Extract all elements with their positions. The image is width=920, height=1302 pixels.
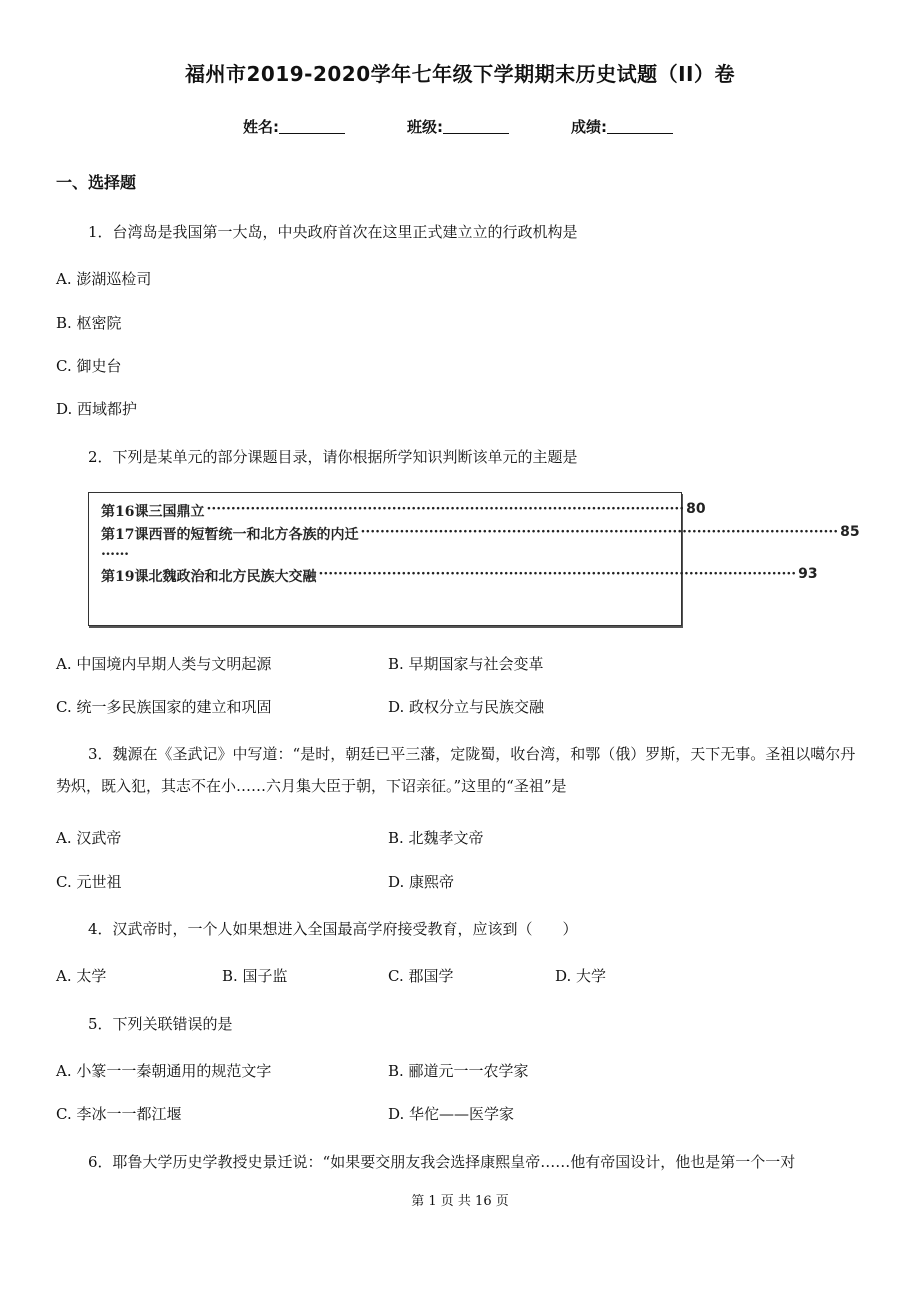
score-field xyxy=(571,116,673,137)
toc-dots: ·································································································· xyxy=(360,524,839,540)
q4-option-a: A. 太学 xyxy=(56,967,107,985)
q2-option-b: B. 早期国家与社会变革 xyxy=(388,655,544,673)
question-4-stem: 4．汉武帝时，一个人如果想进入全国最高学府接受教育，应该到（ ） xyxy=(88,920,578,938)
q5-option-d: D. 华佗——医学家 xyxy=(388,1105,515,1123)
q3-option-a: A. 汉武帝 xyxy=(56,829,122,847)
toc-line-title: 第19课北魏政治和北方民族大交融 xyxy=(101,569,317,585)
toc-line xyxy=(101,543,661,559)
section-title: 一、选择题 xyxy=(56,173,137,192)
toc-line-page: 80 xyxy=(686,501,706,517)
question-2-stem: 2．下列是某单元的部分课题目录，请你根据所学知识判断该单元的主题是 xyxy=(88,448,578,466)
q3-option-b: B. 北魏孝文帝 xyxy=(388,829,484,847)
name-field xyxy=(243,116,345,137)
q2-option-a: A. 中国境内早期人类与文明起源 xyxy=(56,655,272,673)
toc-dots: ·································································································· xyxy=(318,566,797,582)
q5-option-c: C. 李冰一一都江堰 xyxy=(56,1105,182,1123)
name-blank xyxy=(279,119,345,134)
name-label: 姓名: xyxy=(243,118,279,136)
q3-option-c: C. 元世祖 xyxy=(56,873,122,891)
q1-option-c: C. 御史台 xyxy=(56,357,122,375)
class-field xyxy=(407,116,509,137)
class-label: 班级: xyxy=(407,118,443,136)
q5-option-a: A. 小篆一一秦朝通用的规范文字 xyxy=(56,1062,272,1080)
q1-option-a: A. 澎湖巡检司 xyxy=(56,270,152,288)
q2-option-c: C. 统一多民族国家的建立和巩固 xyxy=(56,698,272,716)
toc-line-title: …… xyxy=(101,543,129,559)
q3-option-d: D. 康熙帝 xyxy=(388,873,455,891)
q4-option-d: D. 大学 xyxy=(555,967,607,985)
toc-line-title: 第17课西晋的短暂统一和北方各族的内迁 xyxy=(101,527,359,543)
score-label: 成绩: xyxy=(571,118,607,136)
toc-line xyxy=(101,566,818,586)
q2-option-d: D. 政权分立与民族交融 xyxy=(388,698,545,716)
q4-option-c: C. 郡国学 xyxy=(388,967,454,985)
q4-option-b: B. 国子监 xyxy=(222,967,288,985)
q1-option-b: B. 枢密院 xyxy=(56,314,122,332)
toc-line-title: 第16课三国鼎立 xyxy=(101,504,205,520)
table-of-contents-image xyxy=(88,492,860,626)
toc-line-page: 93 xyxy=(798,566,818,582)
q5-option-b: B. 郦道元一一农学家 xyxy=(388,1062,529,1080)
question-6-stem: 6．耶鲁大学历史学教授史景迁说：“如果要交朋友我会选择康熙皇帝……他有帝国设计，他也是第一个一对 xyxy=(88,1153,796,1171)
page-footer: 第 1 页 共 16 页 xyxy=(411,1194,509,1209)
toc-line-page: 85 xyxy=(840,524,860,540)
question-3-stem: 3．魏源在《圣武记》中写道：“是时，朝廷已平三藩，定陇蜀，收台湾，和鄂（俄）罗斯，天下无事。圣祖以噶尔丹势炽，既入犯，其志不在小……六月集大臣于朝，下诏亲征。”这里的“圣祖”是 xyxy=(56,745,856,795)
toc-dots: ·································································································· xyxy=(206,501,685,517)
score-blank xyxy=(607,119,673,134)
question-5-stem: 5．下列关联错误的是 xyxy=(88,1015,233,1033)
q1-option-d: D. 西域都护 xyxy=(56,400,138,418)
toc-line xyxy=(101,501,706,521)
toc-line xyxy=(101,524,860,544)
class-blank xyxy=(443,119,509,134)
page-title: 福州市2019-2020学年七年级下学期期末历史试题（II）卷 xyxy=(184,62,735,86)
question-1-stem: 1．台湾岛是我国第一大岛，中央政府首次在这里正式建立立的行政机构是 xyxy=(88,223,578,241)
